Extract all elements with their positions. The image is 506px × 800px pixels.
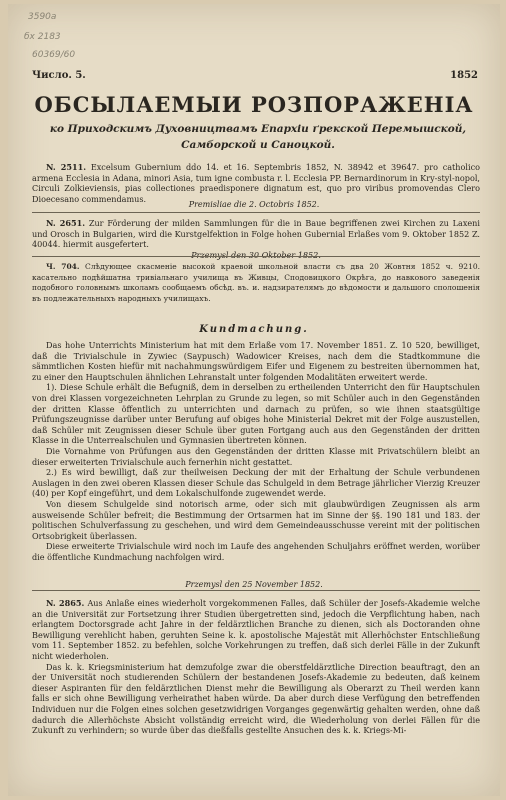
item-number: Ч. 704. [46, 262, 80, 271]
issue-year: 1852 [450, 70, 478, 81]
item-text: Слѣдующее скасменіе высокой краевой школьной власти съ два 20 Жовтня 1852 ч. 9210. касательно подѣйшатна тривіальнаго училища въ Живцы, Сподовицкого Окрѣга, до навкового заведенія подобного головнымъ школамъ сообщаемъ обсѣд. въ. и. надзирателямъ до вѣдомости и дальшого сполошенія въ подлежательныхъ народныхъ училищахъ. [32, 262, 480, 303]
paragraph: Das k. k. Kriegsministerium hat demzufolge zwar die oberstfeldärztliche Direction beauftragt, den an der Universität noch studierenden Schülern der bestandenen Josefs-Akademie zu bedeuten, daß keinem dieser Aspiranten für den feldärztlichen Dienst mehr die Bewilligung als Oberarzt zu Theil werden kann falls er sich ohne Bewilligung verheirathet haben würde. Da aber durch diese Verfügung den betreffenden Individuen nur die Folgen eines solchen gesetzwidrigen Vorganges gegenwärtig gehalten werden, ohne daß dadurch die Allerhöchste Absicht vollständig erreicht wird, die Wiederholung von derlei Fällen für die Zukunft zu verhindern; so wurde über das dießfalls gestellte Ansuchen des k. k. Kriegs-Mi- [32, 661, 480, 736]
pencil-note-2: бх 2183 [24, 32, 61, 42]
issue-number: Число. 5. [32, 70, 86, 81]
signature-kundmachung: Przemysl den 25 November 1852. [185, 580, 323, 589]
document-page [8, 4, 500, 796]
paragraph: Das hohe Unterrichts Ministerium hat mit dem Erlaße vom 17. November 1851. Z. 10 520, bewilliget, daß die Trivialschule in Zywiec (Saypusch) Wadowicer Kreises, nach dem die Stadtkommune die sämmtlichen Kosten hiefür mit nachahmungswürdigem Eifer und Eigenem zu bestreiten übernommen hat, zu einer den Hauptschulen ähnlichen Lehranstalt unter folgenden Modalitäten erweitert werde. [32, 340, 480, 382]
paragraph: Diese erweiterte Trivialschule wird noch im Laufe des angehenden Schuljahrs eröffnet werden, worüber die öffentliche Kundmachung nachfolgen wird. [32, 541, 480, 562]
item-number: N. 2511. [46, 162, 87, 172]
document-title: ОБСЫЛАЕМЫИ РОЗПОРАЖЕНІА [34, 92, 474, 117]
signature-2651: Przemysl den 30 Oktober 1852. [191, 249, 321, 260]
subtitle-line-1: ко Приходскимъ Духовництвамъ Епархіи ґрекской Перемышской, [49, 123, 467, 135]
paragraph: 2.) Es wird bewilligt, daß zur theilweisen Deckung der mit der Erhaltung der Schule verbundenen Auslagen in den zwei oberen Klassen dieser Schule das Schulgeld in dem Betrage jährlicher Vierzig Kreuzer (40) per Kopf eingeführt, und dem Lokalschulfonde zugewendet werde. [32, 467, 480, 499]
kundmachung-heading: Kundmachung. [199, 324, 309, 335]
item-text: Zur Förderung der milden Sammlungen für die in Baue begriffenen zwei Kirchen zu Laxeni und Orosch in Bulgarien, wird die Kurstgelfektion in Folge hohen Gubernial Erlaßes vom 9. Oktober 1852 Z. 40044. hiermit ausgefertert. [32, 218, 480, 250]
item-2511 [32, 162, 480, 204]
item-2651 [32, 218, 480, 260]
paragraph: Von diesem Schulgelde sind notorisch arme, oder sich mit glaubwürdigen Zeugnissen als arm ausweisende Schüler befreit; die Bestimmung der Ortsarmen hat im Sinne der §§. 190 181 und 183. der politischen Schulverfassung zu geschehen, und wird dem Gemeindeausschusse vereint mit der politischen Ortsobrigkeit überlassen. [32, 498, 480, 541]
item-number: N. 2865. [46, 598, 85, 608]
divider [32, 256, 480, 257]
paragraph: Die Vornahme von Prüfungen aus den Gegenständen der dritten Klasse mit Privatschülern bleibt an dieser erweiterten Trivialschule auch fernerhin nicht gestattet. [32, 445, 480, 467]
paragraph: 1). Diese Schule erhält die Befugniß, dem in derselben zu ertheilenden Unterricht den für Hauptschulen von drei Klassen vorgezeichneten Lehrplan zu Grunde zu legen, so mit Schüler auch in den Gegenständen der dritten Klasse öffentlich zu unterrichten und darnach zu prüfen, so wie ihnen staatsgültige Prüfungszeugnisse darüber unter Berufung auf obiges hohe Ministerial Dekret mit der Folge auszustellen, daß Schüler mit Zeugnissen dieser Schule über guten Fortgang auch aus den Gegenständen der dritten Klasse in die Unterrealschulen und Gymnasien übertreten können. [32, 382, 480, 446]
item-704 [32, 262, 480, 304]
paragraph: Aus Anlaße eines wiederholt vorgekommenen Falles, daß Schüler der Josefs-Akademie welche an die Universität zur Fortsetzung ihrer Studien übergetretten sind, jedoch die Verpflichtung haben, nach erlangtem Doctorsgrade acht Jahre in der feldärztlichen Branche zu dienen, sich als Doctoranden ohne Bewilligung verehlicht haben, geruhten Seine k. k. apostolische Majestät mit Allerhöchster Entschließung vom 11. September 1852. zu befehlen, solche Vorkehrungen zu treffen, daß sich derlei Fälle in der Zukunft nicht wiederholen. [32, 598, 480, 661]
divider [32, 212, 480, 213]
item-2865 [32, 598, 480, 736]
signature-2511: Premisliae die 2. Octobris 1852. [188, 200, 320, 209]
item-kundmachung-body [32, 340, 480, 562]
item-text: Excelsum Gubernium ddo 14. et 16. Septembris 1852, N. 38942 et 39647. pro catholico armena Ecclesia in Adana, minori Asia, tum igne combusta r. l. Ecclesia PP. Bernardinorum in Kry-styl-nopol, Circuli Zolkieviensis, pias collectiones praedisponere dignatum est, quo pro viribus promovendas Clero Dioecesano commendamus. [32, 162, 480, 204]
pencil-note-1: 3590a [28, 12, 57, 22]
item-number: N. 2651. [46, 218, 86, 228]
subtitle-line-2: Самборской и Саноцкой. [181, 139, 335, 151]
header-row [32, 70, 478, 84]
pencil-note-3: 60369/60 [32, 50, 76, 60]
divider [32, 590, 480, 591]
